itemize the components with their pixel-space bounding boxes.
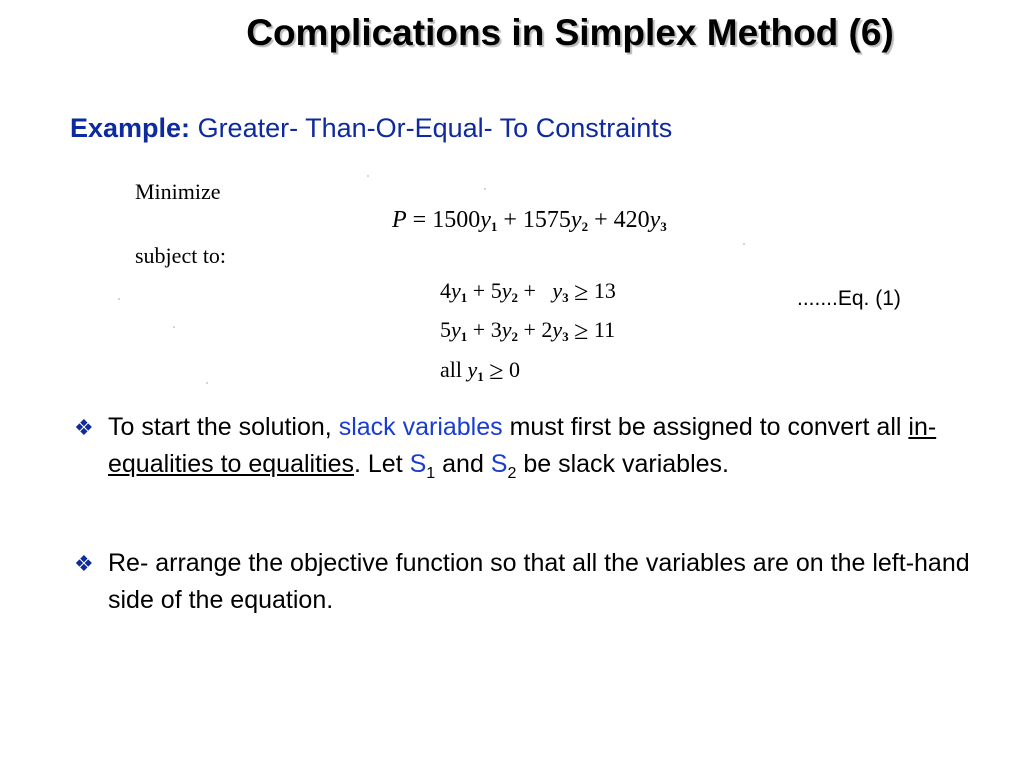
slack-variables-term: slack variables [338, 413, 503, 441]
inequalities-term: in-equalities to equalities [108, 413, 937, 478]
objective-equals: = [412, 207, 427, 233]
objective-term2-sub: 2 [581, 219, 589, 234]
bullet-1-part5: be slack variables. [516, 450, 729, 478]
objective-plus2: + [594, 207, 608, 233]
c3-var: y [467, 357, 478, 382]
bullet-1-part4: and [435, 450, 491, 478]
bullet-1-text [108, 409, 1014, 492]
c2-coef-b: 3 [490, 317, 502, 342]
example-heading [70, 113, 672, 144]
c2-var2: y [501, 317, 512, 342]
objective-term1-var: y [480, 207, 491, 233]
s2-symbol: S [490, 450, 508, 478]
c1-sub1: 1 [460, 290, 468, 305]
geq-symbol: ≥ [574, 277, 589, 306]
minimize-label: Minimize [135, 179, 221, 204]
objective-term1-sub: 1 [490, 219, 498, 234]
objective-term1-coef: 1500 [432, 207, 481, 233]
c2-plus1: + [472, 317, 486, 342]
slide-title: Complications in Simplex Method (6) [246, 12, 894, 53]
c2-coef-c: 2 [541, 317, 553, 342]
objective-term2-var: y [570, 207, 582, 233]
objective-function [392, 207, 667, 235]
constraint-3 [440, 356, 520, 386]
objective-term3-sub: 3 [660, 219, 667, 234]
c2-var1: y [451, 317, 461, 342]
c3-all: all [440, 357, 462, 382]
bullet-1-part2: must first be assigned to convert all [502, 413, 909, 441]
equation-label: .......Eq. (1) [797, 287, 901, 310]
diamond-bullet-icon: ❖ [74, 415, 94, 440]
objective-plus1: + [503, 207, 517, 233]
c3-rhs: 0 [509, 357, 521, 382]
c1-plus1: + [472, 278, 486, 303]
c2-var3: y [552, 317, 563, 342]
scan-speck [173, 326, 175, 328]
objective-term2-coef: 1575 [522, 207, 571, 233]
c3-sub: 1 [477, 369, 484, 384]
objective-lhs: P [392, 207, 407, 233]
s1-subscript: 1 [426, 465, 436, 482]
example-text: Greater- Than-Or-Equal- To Constraints [190, 113, 673, 143]
scan-speck [367, 175, 369, 177]
subject-to-label: subject to: [135, 243, 227, 268]
objective-term3-var: y [649, 207, 661, 233]
c1-plus2: + [523, 278, 536, 303]
c2-sub2: 2 [511, 329, 518, 344]
diamond-bullet-icon: ❖ [74, 551, 94, 576]
c2-rhs: 11 [593, 317, 616, 342]
objective-term3-coef: 420 [613, 207, 650, 233]
s2-subscript: 2 [507, 465, 517, 482]
constraint-1 [440, 277, 616, 307]
c1-coef-b: 5 [490, 278, 502, 303]
bullet-2-text: Re- arrange the objective function so that all the variables are on the left-hand side of the equation. [108, 549, 970, 614]
c2-plus2: + [523, 317, 536, 342]
bullet-2 [74, 545, 1014, 619]
scan-speck [484, 188, 486, 190]
geq-symbol: ≥ [489, 356, 504, 385]
bullet-1-part3: . Let [354, 450, 410, 478]
constraint-2 [440, 316, 615, 346]
scan-speck [206, 382, 208, 384]
bullet-1-part1: To start the solution, [108, 413, 339, 441]
scan-speck [743, 243, 745, 245]
bullet-1 [74, 409, 1014, 492]
scan-speck [118, 298, 120, 300]
c2-sub3: 3 [562, 329, 569, 344]
example-label: Example: [70, 113, 191, 143]
c1-var1: y [451, 278, 461, 303]
c1-rhs: 13 [593, 278, 616, 303]
c1-coef-a: 4 [440, 278, 451, 303]
c1-sub3: 3 [562, 290, 569, 305]
c2-coef-a: 5 [440, 317, 451, 342]
geq-symbol: ≥ [574, 316, 589, 345]
c2-sub1: 1 [460, 329, 468, 344]
c1-sub2: 2 [511, 290, 518, 305]
c1-var3: y [552, 278, 563, 303]
c1-var2: y [501, 278, 512, 303]
s1-symbol: S [409, 450, 427, 478]
